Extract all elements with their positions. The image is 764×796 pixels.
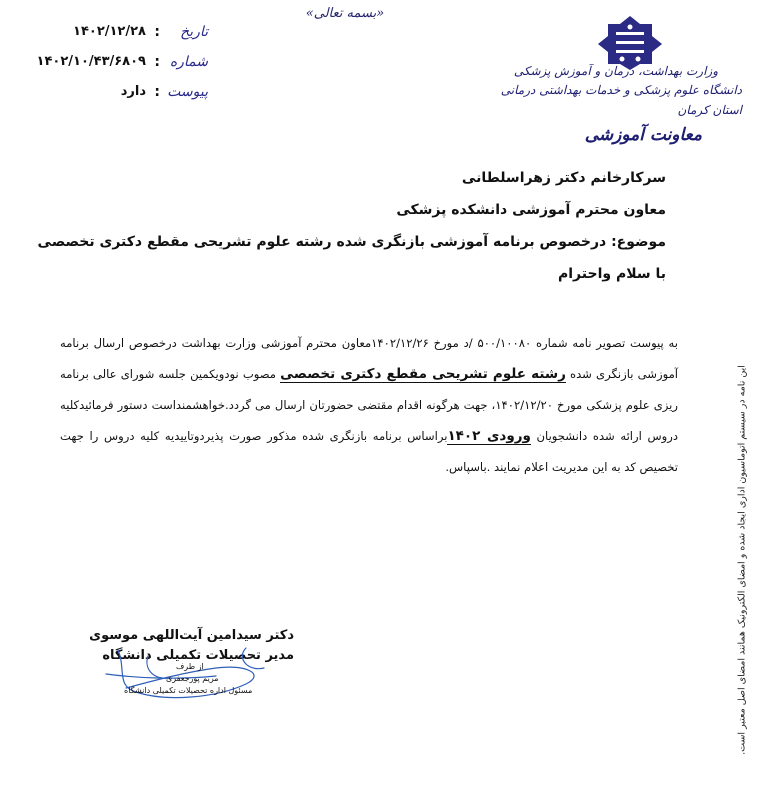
date-colon: : xyxy=(154,24,160,40)
body-part-3: براساس برنامه بازنگری شده مذکور صورت پذیردوتاییدیه کلیه دروس را جهت تخصیص کد به این مدیریت اعلام نمایند .باسپاس. xyxy=(60,429,678,474)
signer-name: مریم پورجعفری xyxy=(166,674,219,683)
electronic-signature-note: این نامه در سیستم اتوماسیون اداری ایجاد شده و امضای الکترونیک همانند امضای اصل معتبر است. xyxy=(736,365,748,755)
date-row xyxy=(18,24,208,54)
letter-meta xyxy=(18,24,208,114)
attachment-label: پیوست xyxy=(167,84,208,100)
on-behalf-label: از طرف xyxy=(176,662,204,671)
body-highlight-entry: ورودی ۱۴۰۲ xyxy=(447,428,531,444)
ministry-line: وزارت بهداشت، درمان و آموزش پزشکی xyxy=(513,64,718,78)
recipient-name: سرکارخانم دکتر زهراسلطانی xyxy=(461,170,666,186)
department-line: معاونت آموزشی xyxy=(584,125,702,145)
body-part-1: به پیوست تصویر نامه شماره ۵۰۰/۱۰۰۸۰ /د مورخ ۱۴۰۲/۱۲/۲۶معاون محترم آموزشی وزارت بهداشت درخصوص ارسال برنامه آموزشی بازنگری شده xyxy=(60,336,678,381)
signer-role: مسئول اداره تحصیلات تکمیلی دانشگاه xyxy=(124,686,253,695)
attachment-colon: : xyxy=(154,84,160,100)
body-highlight-program: رشته علوم تشریحی مقطع دکتری تخصصی xyxy=(280,366,566,382)
number-row xyxy=(18,54,208,84)
number-label: شماره xyxy=(169,54,208,70)
body-part-2: مصوب نودویکمین جلسه شورای عالی برنامه ریزی علوم پزشکی مورخ ۱۴۰۲/۱۲/۲۰، جهت هرگونه اقدام مقتضی حضورتان ارسال می گردد.خواهشمنداست دستور فرمائیدکلیه دروس ارائه شده دانشجویان xyxy=(60,367,678,443)
signatory-title: مدیر تحصیلات تکمیلی دانشگاه xyxy=(102,648,294,663)
number-value: ۱۴۰۲/۱۰/۴۳/۶۸۰۹ xyxy=(36,54,146,69)
organization-header xyxy=(482,62,742,150)
date-label: تاریخ xyxy=(180,24,208,40)
university-line: دانشگاه علوم پزشکی و خدمات بهداشتی درمانی استان کرمان xyxy=(500,83,742,117)
bismillah-heading: «بسمه تعالی» xyxy=(305,6,385,21)
attachment-value: دارد xyxy=(120,84,146,99)
number-colon: : xyxy=(154,54,160,70)
letter-body xyxy=(60,328,678,483)
letter-greeting: با سلام واحترام xyxy=(558,266,666,282)
signatory-name: دکتر سیدامین آیت‌اللهی موسوی xyxy=(89,628,294,643)
recipient-title: معاون محترم آموزشی دانشکده پزشکی xyxy=(396,202,666,218)
letter-subject: موضوع: درخصوص برنامه آموزشی بازنگری شده رشته علوم تشریحی مقطع دکتری تخصصی xyxy=(37,234,666,250)
attachment-row xyxy=(18,84,208,114)
date-value: ۱۴۰۲/۱۲/۲۸ xyxy=(73,24,146,39)
